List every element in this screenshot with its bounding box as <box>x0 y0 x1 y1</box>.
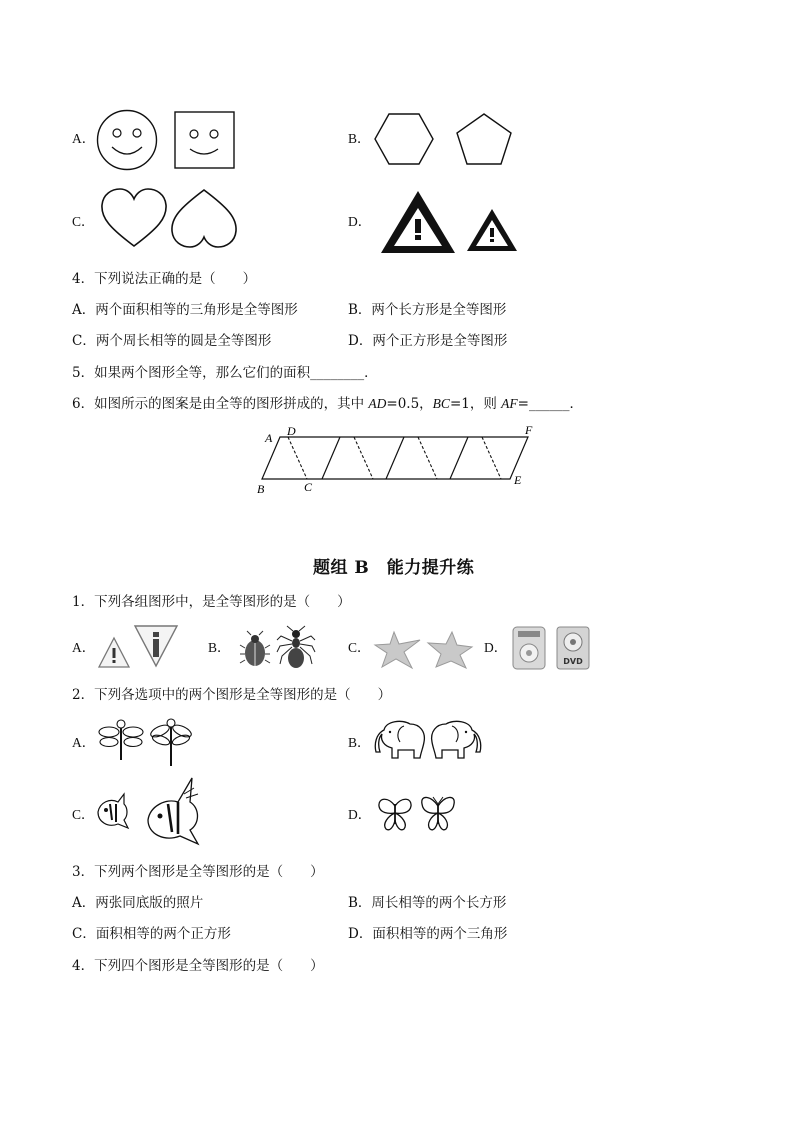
question-4-option-c: C．两个周长相等的圆是全等图形 <box>72 333 272 349</box>
fish-icon-small <box>94 790 134 832</box>
segment-bc-value: =1，则 <box>449 396 502 412</box>
question-6-prefix: 6．如图所示的图案是由全等的图形拼成的，其中 <box>72 396 369 412</box>
b1-option-c-label: C． <box>348 640 371 655</box>
option-a-label: A． <box>72 131 96 146</box>
section-b-title: 题组 B 能力提升练 <box>313 558 475 578</box>
b3-option-b: B．周长相等的两个长方形 <box>348 895 507 911</box>
point-c-label: C <box>304 480 313 494</box>
question-5-stem: 5．如果两个图形全等，那么它们的面积________． <box>72 365 378 381</box>
b1-option-d-label: D． <box>484 640 508 655</box>
ant-icon <box>276 626 316 670</box>
point-d-label: D <box>287 424 296 438</box>
smiley-square-figure <box>174 111 236 169</box>
question-4-option-b: B．两个长方形是全等图形 <box>348 302 507 318</box>
elephant-icon-right <box>428 718 482 762</box>
starfish-icon-right <box>426 631 474 669</box>
b3-option-a: A．两张同底版的照片 <box>72 895 204 911</box>
elephant-icon-left <box>374 718 428 762</box>
b2-option-a-label: A． <box>72 735 96 750</box>
point-a-label: A <box>265 431 273 445</box>
hexagon-figure <box>374 113 434 165</box>
warning-triangle-small <box>466 208 518 252</box>
butterfly-icon-right <box>418 794 458 832</box>
segment-bc: BC <box>432 396 450 411</box>
warning-sign-upright-icon <box>98 637 130 669</box>
media-player-icon <box>512 626 546 670</box>
pentagon-figure <box>456 113 512 165</box>
b2-option-c-label: C． <box>72 807 95 822</box>
fish-icon-large <box>144 774 206 846</box>
dvd-label: DVD <box>563 657 583 666</box>
heart-figure-inverted <box>170 188 238 250</box>
b3-option-d: D．面积相等的两个三角形 <box>348 926 508 942</box>
butterfly-icon-left <box>376 796 414 832</box>
beetle-icon <box>240 630 270 668</box>
question-4-option-a: A．两个面积相等的三角形是全等图形 <box>72 302 298 318</box>
question-6-stem <box>72 395 583 413</box>
parallelogram-strip-diagram <box>256 424 536 496</box>
option-d-label: D． <box>348 214 372 229</box>
segment-af: AF <box>501 396 518 411</box>
b3-stem: 3．下列两个图形是全等图形的是（ ） <box>72 864 324 880</box>
warning-triangle-large <box>380 190 456 254</box>
segment-ad-value: =0.5， <box>386 396 433 412</box>
b1-option-b-label: B． <box>208 640 231 655</box>
warning-sign-inverted-icon <box>134 624 178 668</box>
question-4-option-d: D．两个正方形是全等图形 <box>348 333 508 349</box>
b2-option-b-label: B． <box>348 735 371 750</box>
b3-option-c: C．面积相等的两个正方形 <box>72 926 231 942</box>
point-b-label: B <box>257 482 265 496</box>
option-b-label: B． <box>348 131 371 146</box>
segment-ad: AD <box>368 396 387 411</box>
point-e-label: E <box>514 473 522 487</box>
b2-stem: 2．下列各选项中的两个图形是全等图形的是（ ） <box>72 687 392 703</box>
b1-stem: 1．下列各组图形中，是全等图形的是（ ） <box>72 594 351 610</box>
b1-option-a-label: A． <box>72 640 96 655</box>
b2-option-d-label: D． <box>348 807 372 822</box>
point-f-label: F <box>525 423 533 437</box>
segment-af-blank: =______． <box>517 396 583 412</box>
smiley-circle-figure <box>96 109 158 171</box>
option-c-label: C． <box>72 214 95 229</box>
starfish-icon-left <box>374 631 422 669</box>
dvd-player-icon <box>556 626 590 670</box>
dragonfly-icon-left <box>98 716 144 762</box>
dragonfly-icon-right <box>150 716 194 768</box>
heart-figure-upright <box>100 188 168 250</box>
question-4-stem: 4．下列说法正确的是（ ） <box>72 271 257 287</box>
b4-stem: 4．下列四个图形是全等图形的是（ ） <box>72 958 324 974</box>
